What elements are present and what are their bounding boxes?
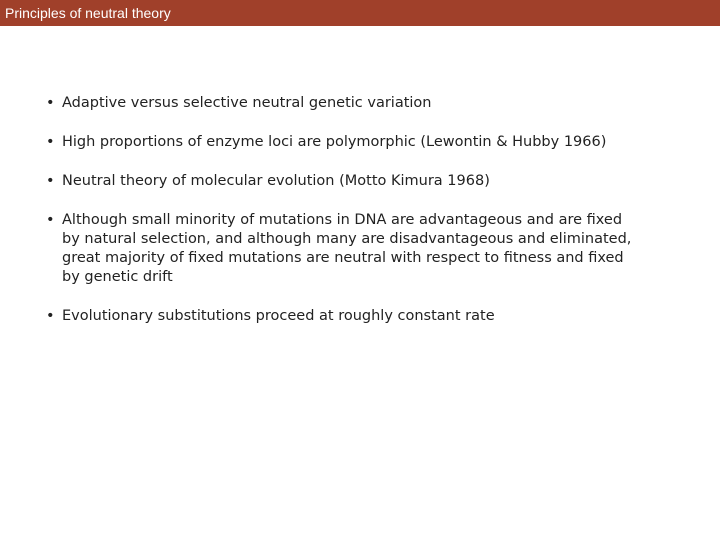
bullet-text: Evolutionary substitutions proceed at roughly constant rate — [62, 308, 495, 324]
bullet-dot-icon: • — [46, 212, 55, 228]
bullet-dot-icon: • — [46, 95, 55, 111]
bullet-text: Neutral theory of molecular evolution (Motto Kimura 1968) — [62, 173, 490, 189]
bullet-item — [44, 133, 644, 152]
title-bar — [0, 0, 720, 26]
bullet-text: Adaptive versus selective neutral genetic variation — [62, 95, 432, 111]
bullet-dot-icon: • — [46, 308, 55, 324]
bullet-text: Although small minority of mutations in DNA are advantageous and are fixed by natural selection, and although many are disadvantageous and eliminated, great majority of fixed mutations are neutral with respect to fitness and fixed by genetic drift — [62, 212, 632, 285]
bullet-item — [44, 172, 644, 191]
bullet-dot-icon: • — [46, 173, 55, 189]
bullet-item — [44, 307, 644, 326]
slide-title: Principles of neutral theory — [5, 5, 171, 21]
bullet-dot-icon: • — [46, 134, 55, 150]
bullet-item — [44, 211, 644, 287]
bullet-item — [44, 94, 644, 113]
bullet-text: High proportions of enzyme loci are polymorphic (Lewontin & Hubby 1966) — [62, 134, 607, 150]
bullet-list — [44, 94, 644, 346]
